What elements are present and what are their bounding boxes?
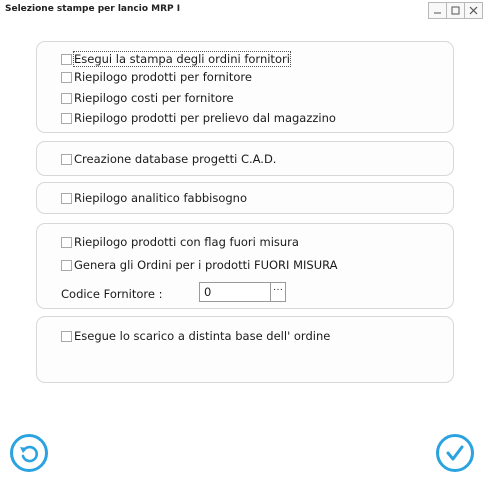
checkbox-row[interactable] bbox=[61, 328, 330, 344]
checkbox-row[interactable] bbox=[61, 110, 336, 126]
check-icon bbox=[444, 442, 466, 464]
out-of-size-group bbox=[36, 223, 454, 309]
minimize-button[interactable] bbox=[428, 2, 447, 19]
checkbox[interactable] bbox=[61, 260, 72, 271]
title-bar bbox=[0, 0, 489, 22]
supplier-code-field bbox=[199, 282, 286, 302]
checkbox[interactable] bbox=[61, 331, 72, 342]
window-title: Selezione stampe per lancio MRP I bbox=[5, 4, 181, 14]
close-button[interactable] bbox=[464, 2, 483, 19]
checkbox-label: Riepilogo analitico fabbisogno bbox=[74, 191, 248, 205]
checkbox[interactable] bbox=[61, 93, 72, 104]
checkbox[interactable] bbox=[61, 237, 72, 248]
checkbox-row[interactable] bbox=[61, 51, 290, 67]
close-icon bbox=[469, 6, 478, 15]
checkbox-row[interactable] bbox=[61, 257, 338, 273]
checkbox-label: Riepilogo prodotti con flag fuori misura bbox=[74, 235, 299, 249]
unload-group bbox=[36, 316, 454, 383]
checkbox-row[interactable] bbox=[61, 234, 299, 250]
checkbox-label: Creazione database progetti C.A.D. bbox=[74, 152, 277, 166]
requirements-group bbox=[36, 182, 454, 214]
supplier-code-label: Codice Fornitore : bbox=[61, 287, 163, 301]
confirm-button[interactable] bbox=[436, 434, 474, 472]
checkbox-row[interactable] bbox=[61, 190, 247, 206]
back-button[interactable] bbox=[10, 434, 48, 472]
checkbox-label: Esegue lo scarico a distinta base dell' ordine bbox=[74, 329, 331, 343]
checkbox[interactable] bbox=[61, 54, 72, 65]
minimize-icon bbox=[433, 6, 442, 15]
undo-icon bbox=[18, 442, 40, 464]
checkbox-label: Riepilogo costi per fornitore bbox=[74, 91, 234, 105]
supplier-browse-button[interactable]: ··· bbox=[271, 282, 286, 302]
window-controls bbox=[429, 2, 483, 19]
checkbox-row[interactable] bbox=[61, 90, 234, 106]
checkbox-row[interactable] bbox=[61, 151, 276, 167]
checkbox[interactable] bbox=[61, 113, 72, 124]
checkbox[interactable] bbox=[61, 72, 72, 83]
checkbox[interactable] bbox=[61, 154, 72, 165]
maximize-button[interactable] bbox=[446, 2, 465, 19]
checkbox-label: Esegui la stampa degli ordini fornitori bbox=[74, 52, 290, 66]
maximize-icon bbox=[451, 6, 460, 15]
print-options-group bbox=[36, 41, 454, 133]
checkbox-label: Genera gli Ordini per i prodotti FUORI MISURA bbox=[74, 258, 338, 272]
checkbox[interactable] bbox=[61, 193, 72, 204]
supplier-code-input[interactable]: 0 bbox=[199, 282, 271, 302]
checkbox-label: Riepilogo prodotti per prelievo dal magazzino bbox=[74, 111, 336, 125]
checkbox-label: Riepilogo prodotti per fornitore bbox=[74, 70, 252, 84]
cad-group bbox=[36, 141, 454, 176]
checkbox-row[interactable] bbox=[61, 69, 252, 85]
